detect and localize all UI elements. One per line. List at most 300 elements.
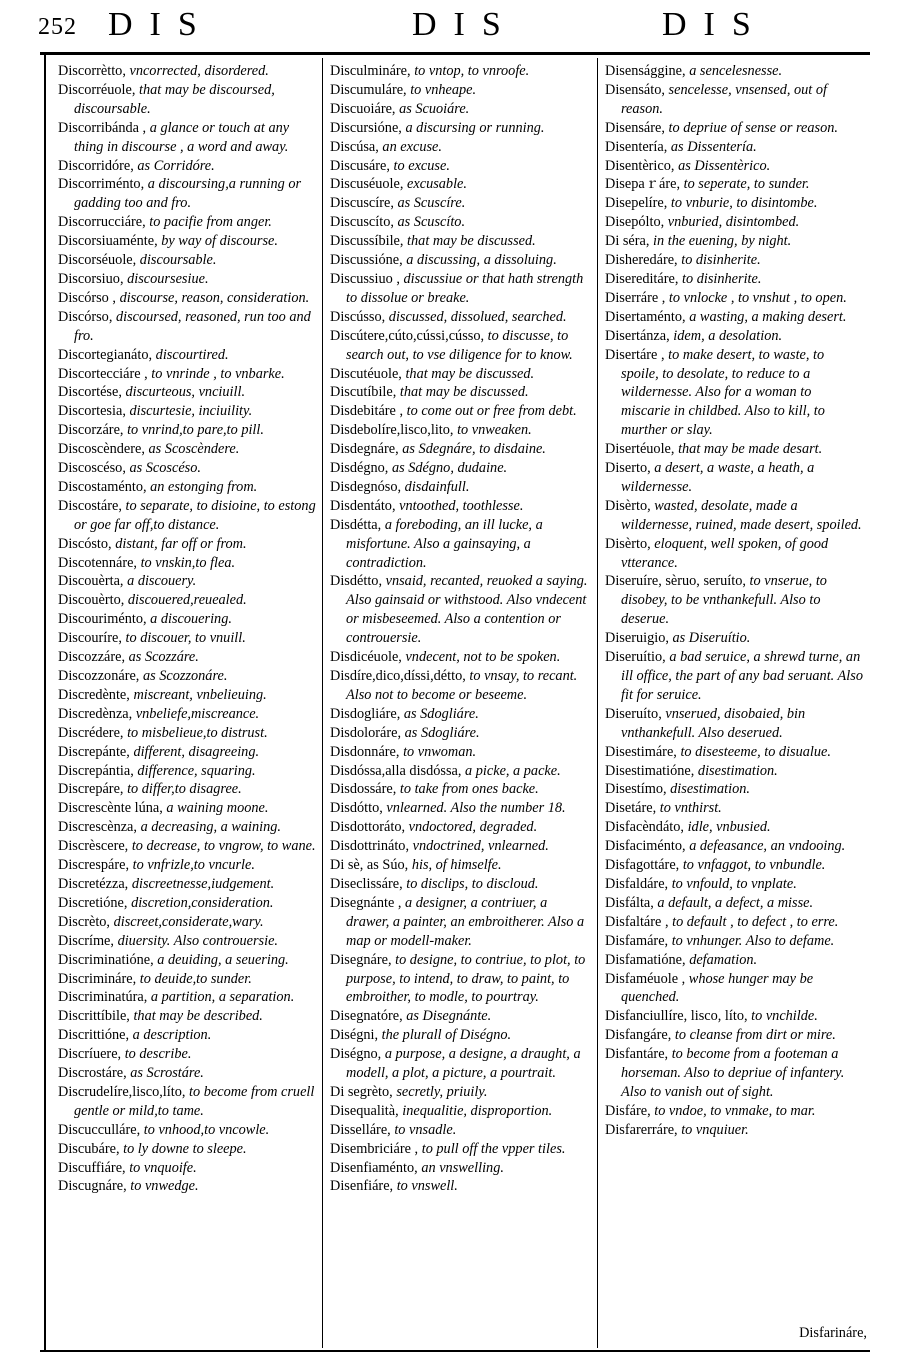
entry-headword: Disdóssa,alla disdóssa, <box>330 762 462 779</box>
entry-headword: Disertáre , <box>605 346 665 363</box>
dictionary-entry <box>330 894 590 951</box>
entry-definition: to vnrinde , to vnbarke. <box>151 365 285 382</box>
column-2 <box>330 62 590 1196</box>
entry-headword: Discriminatúra, <box>58 989 148 1006</box>
dictionary-entry <box>58 421 316 440</box>
dictionary-entry <box>605 346 863 441</box>
entry-definition: to disinherite. <box>682 270 762 287</box>
dictionary-entry <box>330 743 590 762</box>
entry-definition: vndoctrined, vnlearned. <box>412 838 549 855</box>
dictionary-entry <box>605 970 863 1008</box>
entry-definition: as Scozzonáre. <box>142 668 228 684</box>
entry-definition: a default, a defect, a misse. <box>657 894 814 911</box>
entry-headword: Disegnánte , <box>330 894 402 911</box>
entry-headword: Discríuere, <box>58 1046 122 1063</box>
dictionary-entry <box>58 629 316 648</box>
entry-headword: Disdebitáre , <box>330 403 404 420</box>
entry-headword: Diseruigio, <box>605 630 669 647</box>
dictionary-entry <box>330 1177 590 1196</box>
entry-headword: Disfamatióne, <box>605 951 686 968</box>
running-head-right: DIS <box>662 6 768 43</box>
entry-headword: Discrostáre, <box>58 1065 127 1082</box>
entry-definition: to vnquiuer. <box>681 1121 749 1138</box>
entry-headword: Disegnáre, <box>330 951 392 968</box>
entry-headword: Discuscíto, <box>330 214 394 231</box>
entry-headword: Di séra, <box>605 233 650 250</box>
entry-headword: Disèrto, <box>605 497 651 514</box>
dictionary-entry <box>330 365 590 384</box>
entry-headword: Discortegianáto, <box>58 346 153 363</box>
dictionary-entry <box>330 175 590 194</box>
entry-headword: Disdegnóso, <box>330 478 402 495</box>
dictionary-entry <box>330 251 590 270</box>
entry-definition: to default , to defect , to erre. <box>672 913 839 930</box>
entry-headword: Discredènza, <box>58 705 133 722</box>
entry-headword: Di sè, as Súo, <box>330 857 409 874</box>
entry-headword: Diseruíre, sèruo, seruíto, <box>605 573 746 590</box>
entry-headword: Discortése, <box>58 384 122 401</box>
entry-definition: discourtired. <box>155 346 229 363</box>
entry-definition: as Scrostáre. <box>130 1065 204 1082</box>
entry-headword: Discouèrto, <box>58 592 125 609</box>
entry-definition: to vnthirst. <box>659 800 722 817</box>
entry-definition: to discouer, to vnuill. <box>125 630 246 647</box>
entry-definition: as Scuoiáre. <box>399 100 470 117</box>
entry-definition: to become from a footeman a horseman. Also to depriue of infantery. Also to vanish out of sight. <box>621 1046 845 1100</box>
dictionary-entry <box>58 818 316 837</box>
dictionary-entry <box>330 459 590 478</box>
running-head-center: DIS <box>412 6 518 43</box>
entry-definition: a desert, a waste, a heath, a wildernesse. <box>621 460 815 495</box>
dictionary-entry <box>330 1045 590 1083</box>
dictionary-entry <box>330 837 590 856</box>
entry-headword: Disdossáre, <box>330 781 397 798</box>
dictionary-entry <box>330 478 590 497</box>
dictionary-entry <box>605 1045 863 1102</box>
left-rule <box>44 52 46 1352</box>
entry-headword: Disestimáre, <box>605 743 677 760</box>
entry-headword: Disdottrináto, <box>330 838 410 855</box>
dictionary-entry <box>58 213 316 232</box>
dictionary-entry <box>58 535 316 554</box>
entry-headword: Discussíbile, <box>330 233 404 250</box>
entry-definition: as Scoscèndere. <box>148 441 240 458</box>
dictionary-entry <box>330 270 590 308</box>
entry-headword: Discorséuole, <box>58 252 137 269</box>
entry-headword: Disfanciullíre, lisco, líto, <box>605 1008 748 1025</box>
entry-definition: as Dissentèrico. <box>678 157 771 174</box>
dictionary-entry <box>58 459 316 478</box>
entry-headword: Discriminatióne, <box>58 951 154 968</box>
dictionary-entry <box>58 81 316 119</box>
entry-definition: discourse, reason, consideration. <box>119 289 310 306</box>
dictionary-entry <box>330 724 590 743</box>
entry-headword: Disfáre, <box>605 1102 651 1119</box>
entry-definition: to cleanse from dirt or mire. <box>674 1027 836 1044</box>
dictionary-entry <box>330 232 590 251</box>
entry-definition: discussed, dissolued, searched. <box>388 308 567 325</box>
entry-definition: eloquent, well spoken, of good vtterance. <box>621 535 829 571</box>
entry-headword: Discrèscere, <box>58 838 129 855</box>
entry-definition: that may be discussed. <box>399 384 529 401</box>
entry-definition: a bad seruice, a shrewd turne, an ill office, the part of any bad seruant. Also fit for seruice. <box>621 649 863 703</box>
entry-headword: Disepaｒáre, <box>605 176 681 193</box>
entry-headword: Disegnatóre, <box>330 1008 403 1025</box>
entry-headword: Discrepántia, <box>58 762 134 779</box>
entry-headword: Discrèto, <box>58 913 111 930</box>
dictionary-entry <box>605 818 863 837</box>
entry-headword: Discútere,cúto,cússi,cússo, <box>330 327 485 344</box>
dictionary-entry <box>605 762 863 781</box>
running-head-left: DIS <box>108 6 214 43</box>
entry-definition: as Corridóre. <box>137 157 215 174</box>
dictionary-entry <box>330 81 590 100</box>
entry-headword: Discúsa, <box>330 138 379 155</box>
entry-definition: to vnsay, to recant. Also not to become or beseeme. <box>346 668 578 703</box>
entry-definition: to vntop, to vnroofe. <box>414 63 530 79</box>
entry-definition: disestimation. <box>697 762 778 779</box>
dictionary-entry <box>330 1007 590 1026</box>
dictionary-entry <box>605 705 863 743</box>
dictionary-entry <box>330 100 590 119</box>
entry-headword: Diserto, <box>605 460 651 477</box>
entry-definition: to vnsadle. <box>394 1121 457 1138</box>
dictionary-entry <box>605 629 863 648</box>
entry-headword: Disertánza, <box>605 327 670 344</box>
entry-definition: diuersity. Also controuersie. <box>117 932 278 949</box>
dictionary-entry <box>330 1102 590 1121</box>
dictionary-entry <box>58 497 316 535</box>
entry-headword: Discrescènte lúna, <box>58 800 163 817</box>
entry-definition: to depriue of sense or reason. <box>668 119 838 136</box>
entry-definition: to disesteeme, to disualue. <box>680 743 831 760</box>
entry-definition: to differ,to disagree. <box>127 781 242 798</box>
dictionary-entry <box>58 1140 316 1159</box>
entry-definition: that may be made desart. <box>678 441 823 458</box>
entry-definition: to come out or free from debt. <box>406 403 577 420</box>
entry-headword: Discrespáre, <box>58 857 130 874</box>
entry-definition: miscreant, vnbelieuing. <box>133 686 267 703</box>
entry-definition: a decreasing, a waining. <box>140 819 282 836</box>
dictionary-entry <box>330 402 590 421</box>
entry-definition: discreet,considerate,wary. <box>113 913 264 930</box>
entry-headword: Disfacèndáto, <box>605 819 684 836</box>
entry-definition: to seperate, to sunder. <box>683 176 810 193</box>
entry-definition: secretly, priuily. <box>396 1083 488 1100</box>
dictionary-entry <box>58 1064 316 1083</box>
entry-headword: Discórso, <box>58 308 113 325</box>
entry-headword: Disdebolíre,lisco,lito, <box>330 422 454 439</box>
entry-definition: to vnchilde. <box>751 1008 818 1025</box>
dictionary-entry <box>605 780 863 799</box>
entry-headword: Diserráre , <box>605 289 666 306</box>
entry-definition: a discoursing,a running or gadding too and fro. <box>74 176 302 212</box>
dictionary-entry <box>58 686 316 705</box>
entry-headword: Di segrèto, <box>330 1083 393 1100</box>
dictionary-entry <box>605 837 863 856</box>
dictionary-entry <box>605 1121 863 1140</box>
dictionary-entry <box>58 591 316 610</box>
dictionary-entry <box>58 346 316 365</box>
dictionary-entry <box>605 459 863 497</box>
dictionary-entry <box>605 157 863 176</box>
entry-definition: a waining moone. <box>166 800 269 817</box>
entry-definition: in the euening, by night. <box>653 233 792 250</box>
entry-definition: a wasting, a making desert. <box>689 308 847 325</box>
entry-definition: a partition, a separation. <box>150 989 295 1006</box>
entry-headword: Discugnáre, <box>58 1178 127 1195</box>
entry-definition: vnsaid, recanted, reuoked a saying. Also gainsaid or withstood. Also vndecent or misbeseemed. Also a contention or controuersie. <box>346 573 588 647</box>
dictionary-entry <box>330 213 590 232</box>
entry-definition: to take from ones backe. <box>399 781 539 798</box>
dictionary-entry <box>330 516 590 573</box>
entry-headword: Discorréuole, <box>58 81 136 98</box>
entry-headword: Discrimináre, <box>58 970 137 987</box>
entry-definition: to vnrind,to pare,to pill. <box>127 422 264 439</box>
entry-definition: as Scoscéso. <box>129 460 201 477</box>
entry-headword: Discucculláre, <box>58 1121 141 1138</box>
entry-definition: vntoothed, toothlesse. <box>399 497 524 514</box>
entry-definition: to vnweaken. <box>457 422 532 439</box>
dictionary-entry <box>58 440 316 459</box>
entry-definition: to vnquoife. <box>129 1159 197 1176</box>
entry-headword: Discouèrta, <box>58 573 124 590</box>
dictionary-entry <box>58 988 316 1007</box>
dictionary-entry <box>330 421 590 440</box>
entry-definition: excusable. <box>407 176 467 193</box>
dictionary-entry <box>58 1007 316 1026</box>
dictionary-entry <box>605 743 863 762</box>
dictionary-entry <box>58 705 316 724</box>
dictionary-entry <box>605 894 863 913</box>
entry-headword: Disdégno, <box>330 460 389 477</box>
entry-headword: Discorridóre, <box>58 157 134 174</box>
dictionary-entry <box>605 856 863 875</box>
entry-headword: Discumuláre, <box>330 81 407 98</box>
entry-definition: vnburied, disintombed. <box>667 214 800 231</box>
dictionary-entry <box>58 1026 316 1045</box>
dictionary-entry <box>58 894 316 913</box>
dictionary-entry <box>330 818 590 837</box>
entry-headword: Disertéuole, <box>605 441 675 458</box>
entry-headword: Discozzonáre, <box>58 668 140 684</box>
entry-headword: Discusáre, <box>330 157 390 174</box>
dictionary-entry <box>605 251 863 270</box>
entry-headword: Disdottoráto, <box>330 819 406 836</box>
entry-definition: as Scuscíre. <box>397 195 466 212</box>
entry-headword: Discussiuo , <box>330 270 400 287</box>
entry-headword: Disfantáre, <box>605 1046 669 1063</box>
dictionary-entry <box>330 157 590 176</box>
page-number: 252 <box>38 14 77 40</box>
dictionary-entry <box>58 251 316 270</box>
entry-definition: as Sdogliáre. <box>404 724 480 741</box>
entry-headword: Discuséuole, <box>330 176 404 193</box>
entry-definition: different, disagreeing. <box>133 743 260 760</box>
entry-definition: to deuide,to sunder. <box>139 970 252 987</box>
dictionary-entry <box>605 648 863 705</box>
dictionary-entry <box>58 667 316 686</box>
entry-definition: disestimation. <box>670 781 750 798</box>
dictionary-entry <box>58 175 316 213</box>
dictionary-entry <box>605 440 863 459</box>
top-rule <box>40 52 870 55</box>
entry-definition: to vnheape. <box>410 81 477 98</box>
entry-headword: Discutíbile, <box>330 384 397 401</box>
entry-definition: idle, vnbusied. <box>687 819 771 836</box>
entry-headword: Disdentáto, <box>330 497 396 514</box>
dictionary-entry <box>58 62 316 81</box>
entry-headword: Disensággine, <box>605 63 686 79</box>
dictionary-entry <box>605 213 863 232</box>
dictionary-entry <box>58 875 316 894</box>
dictionary-entry <box>330 572 590 648</box>
dictionary-entry <box>330 383 590 402</box>
dictionary-entry <box>605 1026 863 1045</box>
entry-headword: Disfálta, <box>605 894 654 911</box>
dictionary-entry <box>605 81 863 119</box>
entry-headword: Disetáre, <box>605 800 657 817</box>
dictionary-entry <box>58 1045 316 1064</box>
entry-headword: Discússo, <box>330 308 386 325</box>
entry-definition: a designer, a contriuer, a drawer, a painter, an embroitherer. Also a map or modell-maker. <box>346 894 585 949</box>
entry-headword: Disenfiaménto, <box>330 1159 418 1176</box>
dictionary-entry <box>58 232 316 251</box>
entry-definition: to vnfrizle,to vncurle. <box>132 857 255 874</box>
entry-definition: as Scozzáre. <box>128 649 199 666</box>
dictionary-entry <box>58 308 316 346</box>
entry-headword: Discortecciáre , <box>58 365 148 382</box>
entry-headword: Discrudelíre,lisco,líto, <box>58 1083 186 1100</box>
entry-headword: Disembriciáre , <box>330 1140 419 1157</box>
entry-headword: Discubáre, <box>58 1140 120 1157</box>
entry-definition: a deuiding, a seuering. <box>157 951 289 968</box>
dictionary-entry <box>330 497 590 516</box>
entry-headword: Disfaltáre , <box>605 913 669 930</box>
entry-definition: to pull off the vpper tiles. <box>421 1140 566 1157</box>
entry-definition: a purpose, a designe, a draught, a modell, a plot, a picture, a pourtrait. <box>346 1046 581 1082</box>
entry-definition: that may be described. <box>133 1008 263 1025</box>
entry-headword: Discotennáre, <box>58 554 137 571</box>
entry-definition: as Sdégno, dudaine. <box>391 460 508 477</box>
entry-headword: Discouríre, <box>58 630 122 647</box>
entry-headword: Disentería, <box>605 138 668 155</box>
entry-definition: as Sdogliáre. <box>403 705 479 722</box>
dictionary-entry <box>58 1177 316 1196</box>
entry-headword: Discrepánte, <box>58 743 130 760</box>
entry-headword: Disdegnáre, <box>330 441 399 458</box>
entry-definition: a picke, a packe. <box>465 762 561 779</box>
entry-definition: discurtesie, inciuility. <box>129 403 253 420</box>
entry-definition: idem, a desolation. <box>673 327 783 344</box>
entry-definition: to disclips, to discloud. <box>406 875 539 892</box>
entry-definition: to decrease, to vngrow, to wane. <box>131 838 316 855</box>
entry-definition: vndecent, not to be spoken. <box>405 649 561 666</box>
entry-headword: Discostáre, <box>58 497 122 514</box>
entry-headword: Discortesia, <box>58 403 126 420</box>
entry-definition: disdainfull. <box>404 478 470 495</box>
entry-headword: Diseruítio, <box>605 649 666 666</box>
entry-definition: vnserued, disobaied, bin vnthankefull. Also deserued. <box>621 705 806 741</box>
dictionary-entry <box>605 119 863 138</box>
entry-definition: sencelesse, vnsensed, out of reason. <box>621 81 827 117</box>
dictionary-entry <box>605 875 863 894</box>
entry-headword: Disestímo, <box>605 781 667 798</box>
entry-headword: Discursióne, <box>330 119 402 136</box>
dictionary-entry <box>605 932 863 951</box>
entry-headword: Disfaldáre, <box>605 875 669 892</box>
entry-headword: Disdótto, <box>330 800 383 817</box>
entry-headword: Disertaménto, <box>605 308 686 325</box>
entry-definition: the plurall of Diségno. <box>381 1027 512 1044</box>
entry-headword: Disdétto, <box>330 573 383 590</box>
entry-headword: Disfangáre, <box>605 1027 672 1044</box>
dictionary-entry <box>58 837 316 856</box>
entry-headword: Disculmináre, <box>330 63 411 79</box>
dictionary-entry <box>605 194 863 213</box>
entry-definition: that may be discoursed, discoursable. <box>74 81 275 117</box>
entry-headword: Disepólto, <box>605 214 665 231</box>
entry-definition: wasted, desolate, made a wildernesse, ruined, made desert, spoiled. <box>621 497 862 533</box>
entry-headword: Diseruíto, <box>605 705 662 722</box>
entry-definition: discreetnesse,iudgement. <box>131 875 275 892</box>
entry-definition: to vnfaggot, to vnbundle. <box>682 857 826 874</box>
entry-headword: Discórso , <box>58 289 116 306</box>
entry-headword: Disèrto, <box>605 535 651 552</box>
dictionary-entry <box>605 270 863 289</box>
dictionary-entry <box>330 762 590 781</box>
dictionary-entry <box>330 875 590 894</box>
entry-headword: Disfaciménto, <box>605 838 686 855</box>
entry-definition: vncorrected, disordered. <box>129 63 269 79</box>
entry-headword: Disequalità, <box>330 1102 399 1119</box>
entry-headword: Disselláre, <box>330 1121 391 1138</box>
entry-definition: to vnfould, to vnplate. <box>671 875 797 892</box>
entry-definition: that may be discussed. <box>407 233 536 250</box>
dictionary-entry <box>330 440 590 459</box>
entry-headword: Diségni, <box>330 1027 379 1044</box>
dictionary-entry <box>330 856 590 875</box>
dictionary-entry <box>330 62 590 81</box>
entry-definition: as Sdegnáre, to disdaine. <box>402 441 546 458</box>
dictionary-entry <box>605 572 863 629</box>
entry-headword: Discussióne, <box>330 252 403 269</box>
catchword: Disfarináre, <box>799 1325 867 1341</box>
entry-definition: as Disegnánte. <box>406 1008 492 1025</box>
dictionary-entry <box>58 478 316 497</box>
dictionary-entry <box>330 327 590 365</box>
entry-headword: Discuoiáre, <box>330 100 396 117</box>
entry-definition: a discouering. <box>150 611 232 628</box>
dictionary-entry <box>58 856 316 875</box>
entry-definition: to vndoe, to vnmake, to mar. <box>654 1102 816 1119</box>
entry-headword: Disestimatióne, <box>605 762 695 779</box>
entry-headword: Discoscèndere, <box>58 441 145 458</box>
entry-definition: to discusse, to search out, to vse diligence for to know. <box>346 327 573 363</box>
entry-definition: inequalitie, disproportion. <box>402 1102 553 1119</box>
column-1 <box>58 62 316 1196</box>
entry-definition: a description. <box>132 1027 212 1044</box>
entry-headword: Discostaménto, <box>58 478 147 495</box>
entry-headword: Disensáre, <box>605 119 665 136</box>
entry-headword: Discrédere, <box>58 724 124 741</box>
dictionary-entry <box>330 1159 590 1178</box>
entry-definition: discurteous, vnciuill. <box>125 384 246 401</box>
entry-headword: Discrepáre, <box>58 781 124 798</box>
dictionary-entry <box>330 308 590 327</box>
entry-definition: to become from cruell gentle or mild,to tame. <box>74 1083 315 1119</box>
dictionary-entry <box>605 951 863 970</box>
